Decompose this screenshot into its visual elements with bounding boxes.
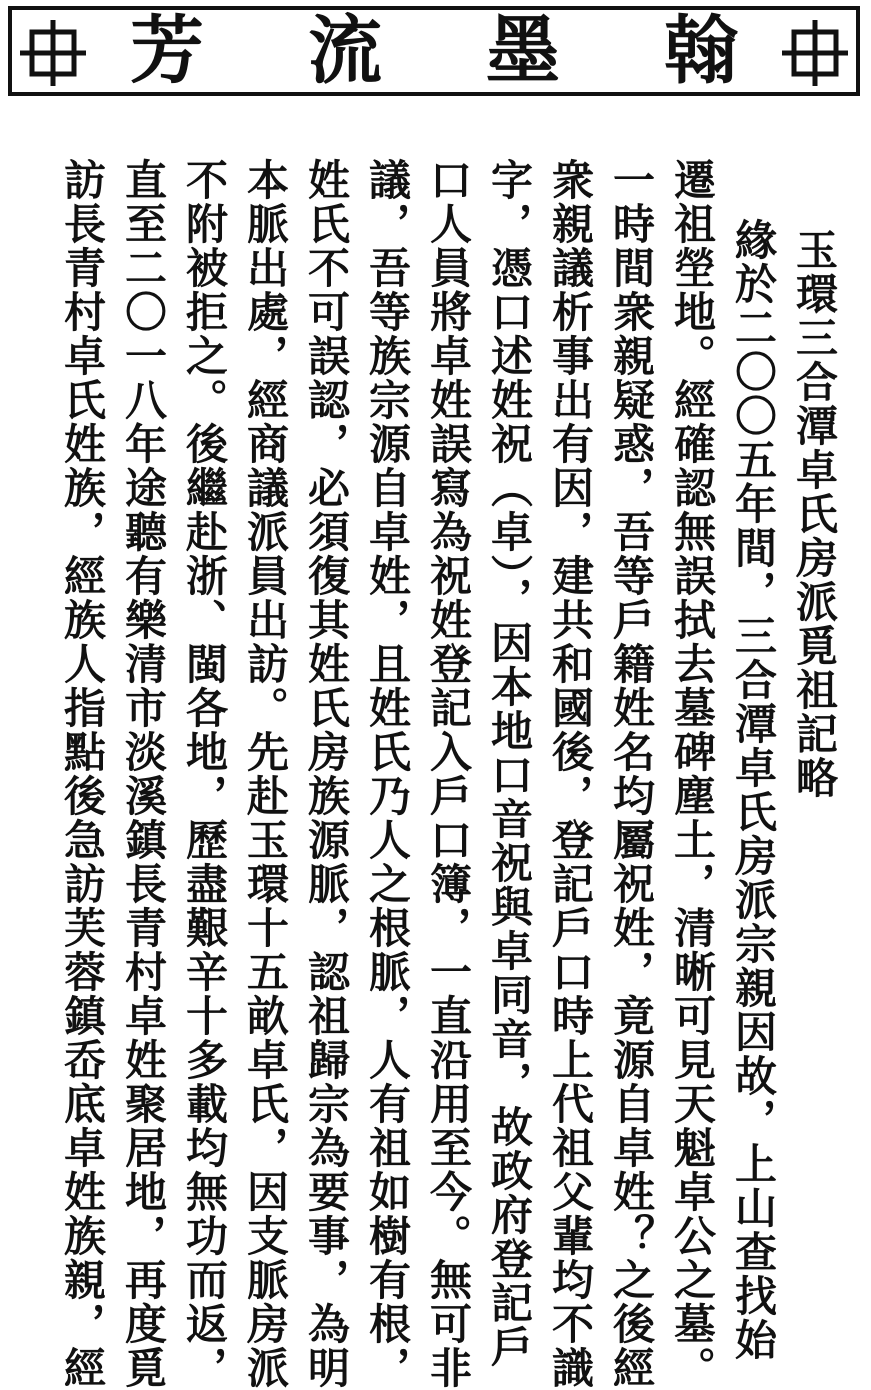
banner-char-1: 芳 bbox=[130, 8, 204, 94]
text-column: 一時間衆親疑惑，吾等戶籍姓名均屬祝姓，竟源自卓姓？之後經 bbox=[607, 158, 656, 1390]
article-body bbox=[40, 158, 840, 1390]
text-column: 議，吾等族宗源自卓姓，且姓氏乃人之根脈，人有祖如樹有根， bbox=[363, 158, 412, 1390]
text-column: 口人員將卓姓誤寫為祝姓登記入戶口簿，一直沿用至今。無可非 bbox=[424, 158, 473, 1390]
fret-ornament-icon bbox=[18, 18, 88, 88]
text-column: 緣於二〇〇五年間，三合潭卓氏房派宗親因故，上山查找始 bbox=[729, 218, 778, 1362]
header-banner bbox=[8, 6, 860, 96]
fret-ornament-icon bbox=[780, 18, 850, 88]
text-column: 衆親議析事出有因，建共和國後，登記戶口時上代祖父輩均不識 bbox=[546, 158, 595, 1390]
text-column: 直至二〇一八年途聽有樂清市淡溪鎮長青村卓姓聚居地，再度覓 bbox=[119, 158, 168, 1390]
banner-char-3: 墨 bbox=[486, 8, 560, 94]
text-column: 訪長青村卓氏姓族，經族人指點後急訪芙蓉鎮岙底卓姓族親，經 bbox=[58, 158, 107, 1390]
text-column: 本脈出處，經商議派員出訪。先赴玉環十五畝卓氏，因支脈房派 bbox=[241, 158, 290, 1390]
banner-char-2: 流 bbox=[308, 8, 382, 94]
text-column: 字，憑口述姓祝（卓），因本地口音祝與卓同音，故政府登記戶 bbox=[485, 158, 534, 1369]
text-column: 不附被拒之。後繼赴浙、閩各地，歷盡艱辛十多載均無功而返， bbox=[180, 158, 229, 1390]
text-column: 姓氏不可誤認，必須復其姓氏房族源脈，認祖歸宗為要事，為明 bbox=[302, 158, 351, 1390]
banner-char-4: 翰 bbox=[664, 8, 738, 94]
article-title: 玉環三合潭卓氏房派覓祖記略 bbox=[790, 228, 839, 800]
banner-title bbox=[102, 10, 766, 92]
text-column: 遷祖塋地。經確認無誤拭去墓碑塵土，清晰可見天魁卓公之墓。 bbox=[668, 158, 717, 1390]
